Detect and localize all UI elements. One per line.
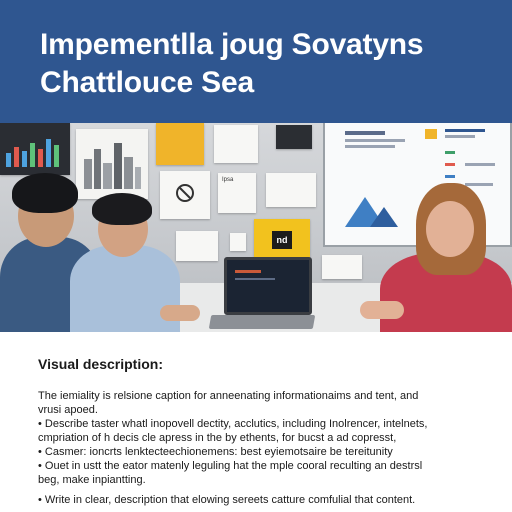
description-bullet: cmpriation of h decis cle apress in the by ethents, for bucst a ad copresst, xyxy=(38,432,397,444)
description-bullet: • Ouet in ustt the eator matenly leguling hat the mple cooral reculting an destrsl xyxy=(38,460,423,472)
description-bullet: • Describe taster whatl inopovell dectity, acclutics, including Inolrencer, intelnets, xyxy=(38,418,428,430)
text-card xyxy=(218,173,256,213)
page-title-line-1: Impementlla joug Sovatyns xyxy=(40,28,424,61)
hand xyxy=(360,301,404,319)
visual-description xyxy=(38,355,478,507)
screen-text-bar xyxy=(235,270,261,273)
hands xyxy=(160,305,200,321)
description-bullet: • Write in clear, description that elowing sereets catture comfulial that content. xyxy=(38,494,416,506)
hair xyxy=(92,193,152,225)
head xyxy=(426,201,474,257)
lower-card xyxy=(322,255,362,279)
team-photo xyxy=(0,123,512,332)
text-card-label: Ipsa xyxy=(222,177,234,183)
hair xyxy=(12,173,78,213)
flow-card xyxy=(266,173,316,207)
laptop-screen xyxy=(224,257,312,315)
description-heading: Visual description: xyxy=(38,356,163,372)
screen-text-bar xyxy=(235,278,275,280)
note-card xyxy=(214,125,258,163)
laptop-keyboard xyxy=(209,315,315,329)
description-line: The iemiality is relsione caption for anneenating informationaims and tent, and xyxy=(38,390,419,402)
page-title-line-2: Chattlouce Sea xyxy=(40,66,254,99)
yellow-card-label: nd xyxy=(272,231,292,249)
description-bullet: • Casmer: ioncrts lenktecteechionemens: best eyiemotsaire be tereitunity xyxy=(38,446,393,458)
dark-note-card xyxy=(276,125,312,149)
person-right xyxy=(360,183,512,332)
person-middle xyxy=(70,193,200,332)
description-bullet: beg, make inpiantting. xyxy=(38,474,146,486)
yellow-sticky-note xyxy=(156,123,204,165)
title-banner xyxy=(0,0,512,123)
description-line: vrusi apoed. xyxy=(38,404,98,416)
tiny-icon-card xyxy=(230,233,246,251)
